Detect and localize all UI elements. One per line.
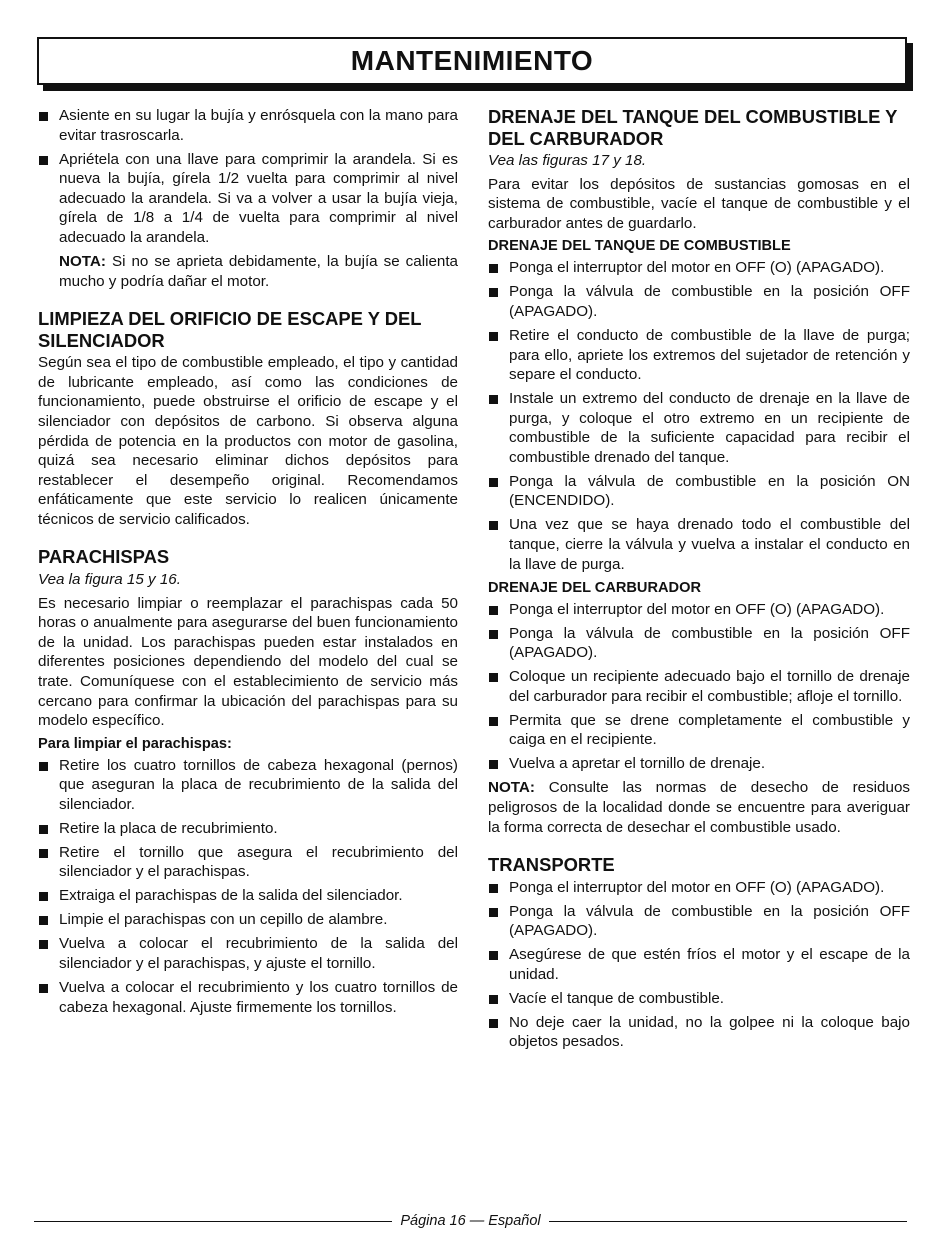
nota-label: NOTA:	[488, 779, 535, 797]
list-item: Una vez que se haya drenado todo el combustible del tanque, cierre la válvula y vuelva a instalar el conducto en la llave de purga.	[488, 515, 910, 574]
list-item: Permita que se drene completamente el combustible y caiga en el recipiente.	[488, 711, 910, 750]
nota-text: Consulte las normas de desecho de residuos peligrosos de la localidad donde se encuentre para averiguar la forma correcta de desechar el combustible usado.	[488, 779, 910, 836]
spark-plug-steps	[38, 106, 458, 248]
list-item: Retire la placa de recubrimiento.	[38, 819, 458, 839]
nota-carburador	[488, 778, 910, 837]
drenaje-body: Para evitar los depósitos de sustancias gomosas en el sistema de combustible, vacíe el tanque de combustible y el carburador antes de guardarlo.	[488, 175, 910, 232]
limpieza-body: Según sea el tipo de combustible empleado, el tipo y cantidad de lubricante empleado, así como las condiciones de funcionamiento, puede obstruirse el orificio de escape y el silenciador con depósitos de carbono. Si observa alguna pérdida de potencia en la productos con motor de gasolina, quizá sea necesario eliminar dichos depósitos para restablecer el desempeño original. Recomendamos enfáticamente que este servicio lo realicen únicamente técnicos de servicio calificados.	[38, 354, 458, 528]
transporte-steps	[488, 878, 910, 1052]
note-text: Si no se aprieta debidamente, la bujía se calienta mucho y podría dañar el motor.	[59, 252, 458, 290]
list-item: Vacíe el tanque de combustible.	[488, 989, 910, 1009]
right-column	[488, 106, 910, 1056]
list-item: Ponga la válvula de combustible en la posición OFF (APAGADO).	[488, 282, 910, 321]
list-item: No deje caer la unidad, no la golpee ni la coloque bajo objetos pesados.	[488, 1013, 910, 1052]
footer-rule-right	[549, 1221, 907, 1222]
section-heading-parachispas: PARACHISPAS	[38, 546, 170, 568]
list-item: Ponga la válvula de combustible en la posición ON (ENCENDIDO).	[488, 472, 910, 511]
list-item: Vuelva a apretar el tornillo de drenaje.	[488, 754, 910, 774]
left-column	[38, 106, 458, 1022]
section-heading-limpieza: LIMPIEZA DEL ORIFICIO DE ESCAPE Y DEL SILENCIADOR	[38, 308, 422, 351]
tanque-steps	[488, 258, 910, 574]
carburador-steps	[488, 600, 910, 774]
section-heading-drenaje: DRENAJE DEL TANQUE DEL COMBUSTIBLE Y DEL CARBURADOR	[488, 106, 898, 149]
section-heading-transporte: TRANSPORTE	[488, 854, 615, 876]
note	[38, 252, 458, 291]
list-item: Limpie el parachispas con un cepillo de alambre.	[38, 910, 458, 930]
subheading-para-limpiar: Para limpiar el parachispas:	[38, 735, 232, 752]
page-title: MANTENIMIENTO	[37, 37, 907, 85]
list-item: Ponga el interruptor del motor en OFF (O) (APAGADO).	[488, 258, 910, 278]
list-item: Ponga la válvula de combustible en la posición OFF (APAGADO).	[488, 902, 910, 941]
list-item: Coloque un recipiente adecuado bajo el tornillo de drenaje del carburador para recibir el combustible; afloje el tornillo.	[488, 667, 910, 706]
list-item: Ponga el interruptor del motor en OFF (O) (APAGADO).	[488, 600, 910, 620]
list-item: Asegúrese de que estén fríos el motor y el escape de la unidad.	[488, 945, 910, 984]
parachispas-body: Es necesario limpiar o reemplazar el parachispas cada 50 horas o anualmente para asegurarse del buen funcionamiento de la unidad. Los parachispas pueden estar instalados en diferentes posiciones dependiendo del modelo del cual se trate. Comuníquese con el establecimiento de servicio más cercano para confirmar la ubicación del parachispas para su modelo específico.	[38, 594, 458, 730]
list-item: Retire los cuatro tornillos de cabeza hexagonal (pernos) que aseguran la placa de recubrimiento de la salida del silenciador.	[38, 756, 458, 815]
page-footer	[34, 1211, 907, 1231]
list-item: Vuelva a colocar el recubrimiento y los cuatro tornillos de cabeza hexagonal. Ajuste firmemente los tornillos.	[38, 978, 458, 1017]
list-item: Ponga el interruptor del motor en OFF (O) (APAGADO).	[488, 878, 910, 898]
subheading-carburador: DRENAJE DEL CARBURADOR	[488, 579, 701, 596]
page-number: Página 16 — Español	[400, 1213, 541, 1229]
list-item: Apriétela con una llave para comprimir la arandela. Si es nueva la bujía, gírela 1/2 vuelta para comprimir al nivel adecuado la arandela. Si va a volver a usar la bujía vieja, gírela de 1/8 a 1/4 de vuelta para comprimir al nivel adecuado la arandela.	[38, 150, 458, 248]
list-item: Retire el conducto de combustible de la llave de purga; para ello, apriete los extremos del sujetador de retención y separe el conducto.	[488, 326, 910, 385]
list-item: Retire el tornillo que asegura el recubrimiento del silenciador y el parachispas.	[38, 843, 458, 882]
footer-rule-left	[34, 1221, 392, 1222]
list-item: Instale un extremo del conducto de drenaje en la llave de purga, y coloque el otro extremo en un recipiente de combustible de la suficiente capacidad para recibir el combustible drenado del tanque.	[488, 389, 910, 467]
list-item: Ponga la válvula de combustible en la posición OFF (APAGADO).	[488, 624, 910, 663]
drenaje-figure-ref: Vea las figuras 17 y 18.	[488, 152, 647, 169]
list-item: Asiente en su lugar la bujía y enrósquela con la mano para evitar trasroscarla.	[38, 106, 458, 145]
parachispas-figure-ref: Vea la figura 15 y 16.	[38, 570, 181, 588]
parachispas-steps	[38, 756, 458, 1017]
subheading-tanque: DRENAJE DEL TANQUE DE COMBUSTIBLE	[488, 238, 791, 255]
note-label: NOTA:	[59, 252, 106, 270]
list-item: Extraiga el parachispas de la salida del silenciador.	[38, 886, 458, 906]
list-item: Vuelva a colocar el recubrimiento de la salida del silenciador y el parachispas, y ajuste el tornillo.	[38, 934, 458, 973]
